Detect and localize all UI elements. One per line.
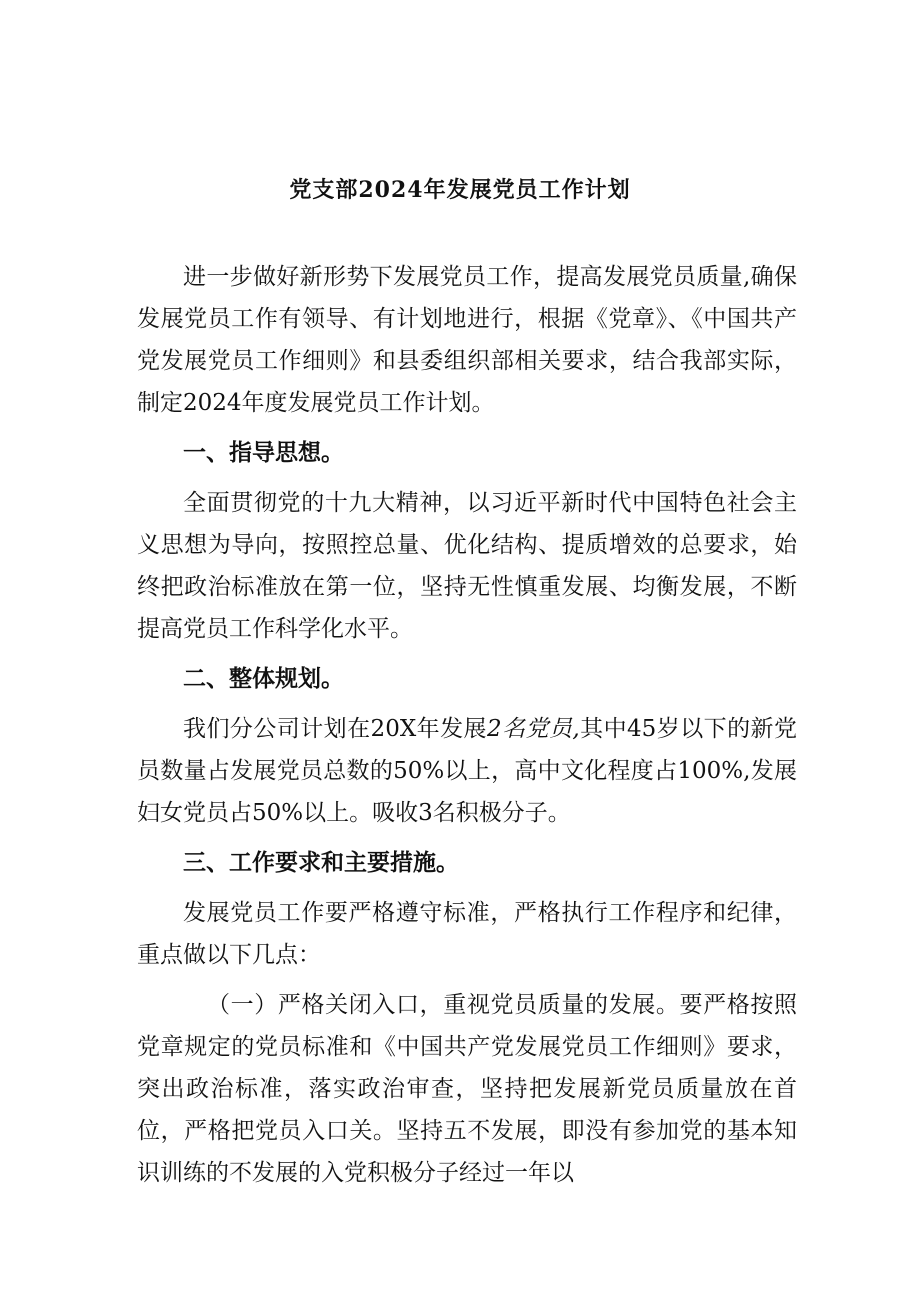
intro-paragraph: 进一步做好新形势下发展党员工作，提高发展党员质量,确保发展党员工作有领导、有计划地进行，根据《党章》、《中国共产党发展党员工作细则》和县委组织部相关要求，结合我部实际，制定2024年度发展党员工作计划。 [137,264,797,416]
overall-plan-text-b: 其中45岁以下的新党员数量占发展党员总数的50%以上，高中文化程度占100%,发展妇女党员占50%以上。吸收3名积极分子。 [137,716,797,826]
section-heading-overall-plan: 二、整体规划。 [183,665,344,692]
work-requirements-item-1: （一）严格关闭入口，重视党员质量的发展。要严格按照党章规定的党员标准和《中国共产党发展党员工作细则》要求，突出政治标准，落实政治审查，坚持把发展新党员质量放在首位，严格把党员入口关。坚持五不发展，即没有参加党的基本知识训练的不发展的入党积极分子经过一年以 [137,992,797,1186]
overall-plan-text-a: 我们分公司计划在20X年发展 [183,716,487,742]
document-title: 党支部2024年发展党员工作计划 [289,177,631,203]
section-heading-guiding-ideology: 一、指导思想。 [183,439,344,466]
work-requirements-paragraph: 发展党员工作要严格遵守标准，严格执行工作程序和纪律，重点做以下几点： [137,900,797,968]
section-heading-work-requirements: 三、工作要求和主要措施。 [183,849,459,876]
overall-plan-text-italic: 2名党员, [486,716,580,742]
overall-plan-paragraph [137,708,797,834]
document-body [137,256,797,1202]
guiding-ideology-paragraph: 全面贯彻党的十九大精神，以习近平新时代中国特色社会主义思想为导向，按照控总量、优化结构、提质增效的总要求，始终把政治标准放在第一位，坚持无性慎重发展、均衡发展，不断提高党员工作科学化水平。 [137,490,797,642]
